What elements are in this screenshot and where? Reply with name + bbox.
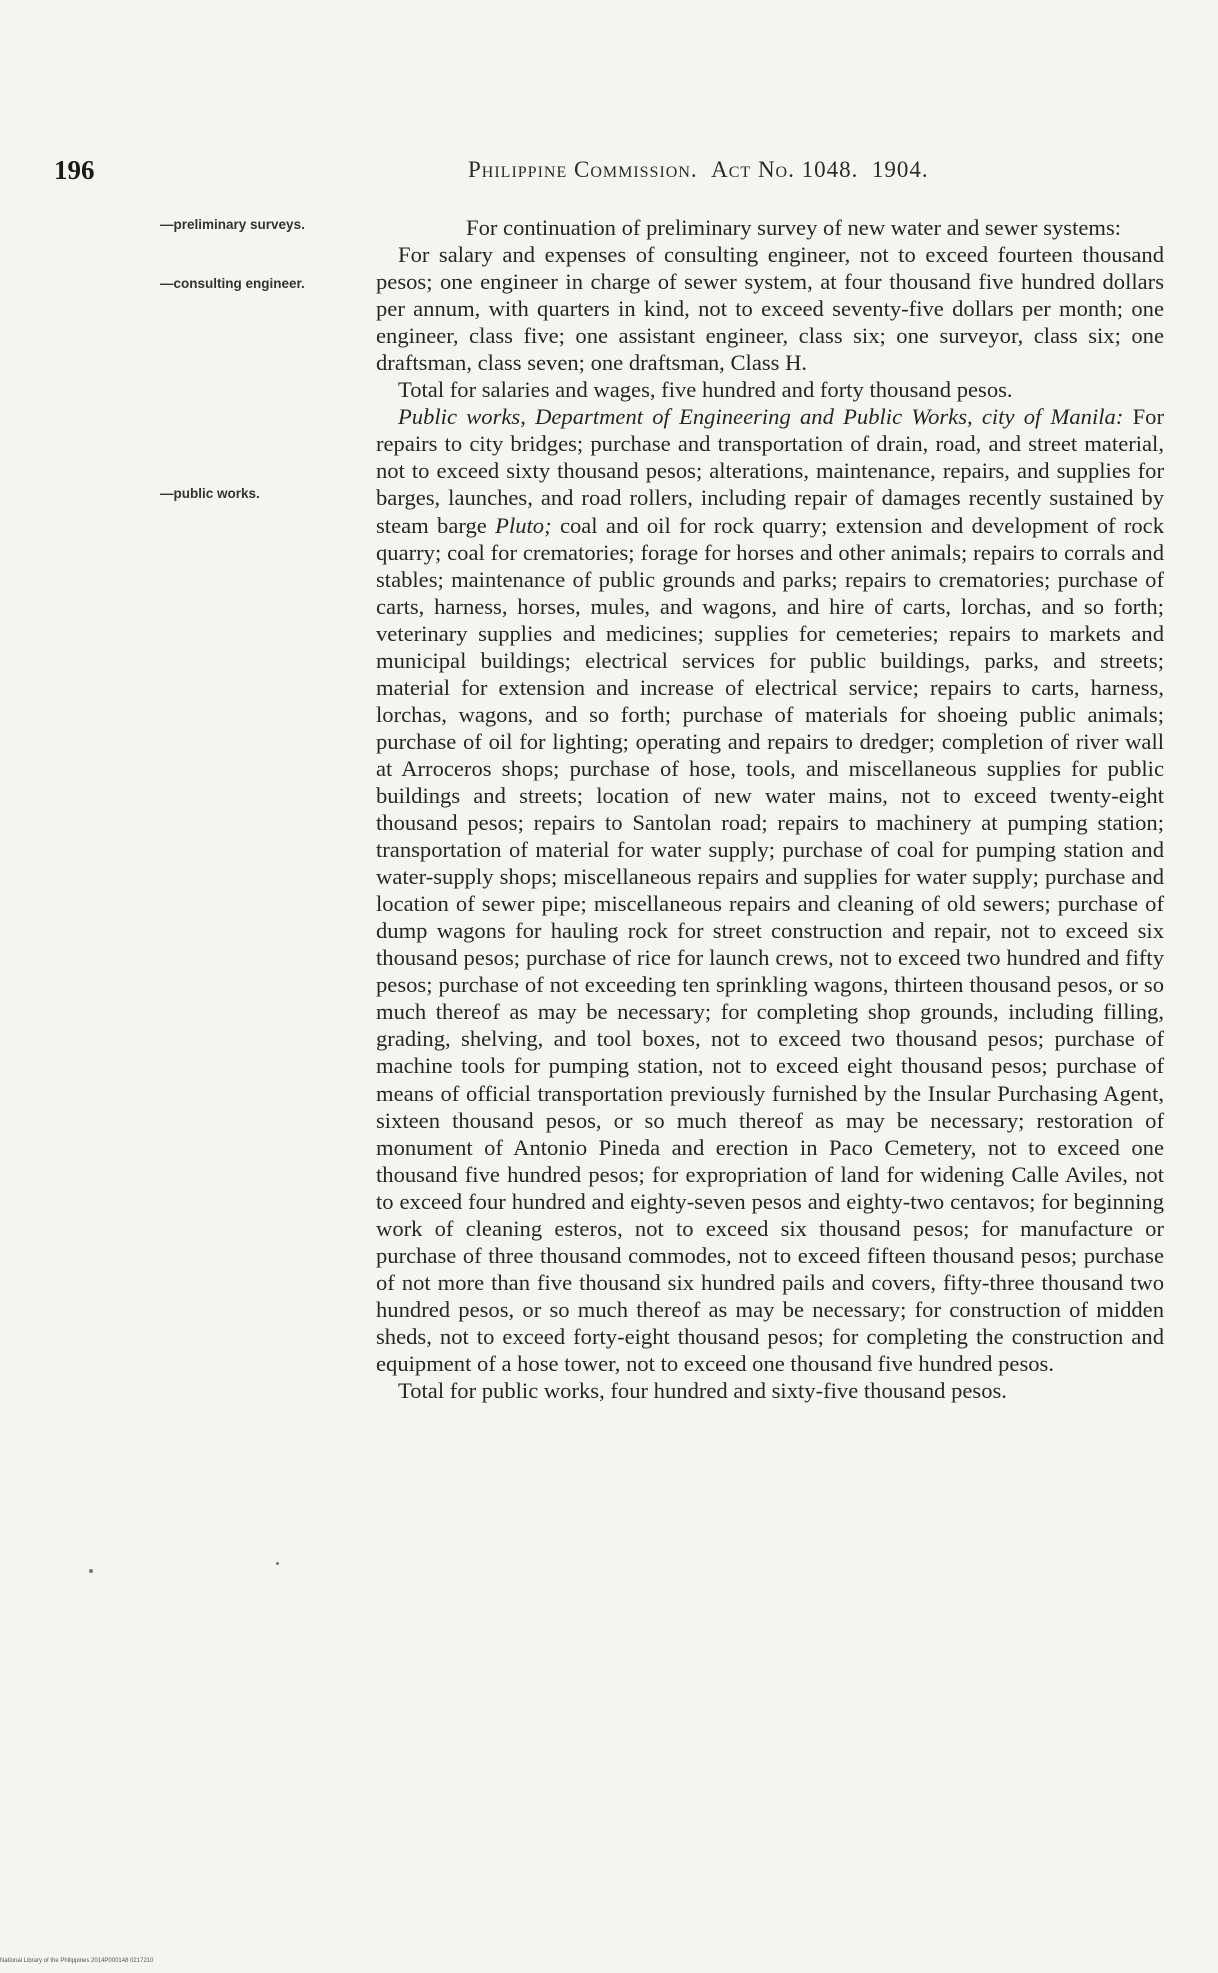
public-works-text-b: coal and oil for rock quarry; extension and development of rock quarry; coal for crematories; forage for horses and other animals; repairs to corrals and stables; maintenance of public grounds and parks; repairs to crematories; purchase of carts, harness, horses, mules, and wagons, and hire of carts, lorchas, and so forth; veterinary supplies and medicines; supplies for cemeteries; repairs to markets and municipal buildings; electrical services for public buildings, parks, and streets; material for extension and increase of electrical service; repairs to carts, harness, lorchas, wagons, and so forth; purchase of materials for shoeing public animals; purchase of oil for lighting; operating and repairs to dredger; completion of river wall at Arroceros shops; purchase of hose, tools, and miscellaneous supplies for public buildings and streets; location of new water mains, not to exceed twenty-eight thousand pesos; repairs to Santolan road; repairs to machinery at pumping station; transportation of material for water supply; purchase of coal for pumping station and water-supply shops; miscellaneous repairs and supplies for water supply; purchase and location of sewer pipe; miscellaneous repairs and cleaning of old sewers; purchase of dump wagons for hauling rock for street construction and repair, not to exceed six thousand pesos; purchase of rice for launch crews, not to exceed two hundred and fifty pesos; purchase of not exceeding ten sprinkling wagons, thirteen thousand pesos, or so much thereof as may be necessary; for completing shop grounds, including filling, grading, shelving, and tool boxes, not to exceed two thousand pesos; purchase of machine tools for pumping station, not to exceed eight thousand pesos; purchase of means of official transportation previously furnished by the Insular Purchasing Agent, sixteen thousand pesos, or so much thereof as may be necessary; restoration of monument of Antonio Pineda and erection in Paco Cemetery, not to exceed one thousand five hundred pesos; for expropriation of land for widening Calle Aviles, not to exceed four hundred and eighty-seven pesos and eighty-two centavos; for beginning work of cleaning esteros, not to exceed six thousand pesos; for manufacture or purchase of three thousand commodes, not to exceed fifteen thousand pesos; purchase of not more than five thousand six hundred pails and covers, fifty-three thousand two hundred pesos, or so much thereof as may be necessary; for construction of midden sheds, not to exceed forty-eight thousand pesos; for completing the construction and equipment of a hose tower, not to exceed one thousand five hundred pesos. (376, 512, 1164, 1376)
paragraph-total-public-works: Total for public works, four hundred and sixty-five thousand pesos. (398, 1378, 1007, 1404)
running-head-year: 1904. (871, 157, 929, 182)
paragraph-preliminary-survey: For continuation of preliminary survey of new water and sewer systems: (466, 215, 1122, 240)
barge-name: Pluto; (495, 512, 552, 538)
scan-speck (89, 1569, 93, 1573)
public-works-heading: Public works, Department of Engineering and Public Works, city of Manila: (398, 404, 1124, 430)
running-head (468, 157, 929, 183)
public-works-text-a: For repairs to city bridges; purchase and transportation of drain, road, and street material, not to exceed sixty thousand pesos; alterations, maintenance, repairs, and supplies for barges, launches, and road rollers, including repair of damages recently sustained by steam barge (376, 404, 1164, 538)
paragraph-public-works (376, 403, 1164, 1377)
scan-speck (276, 1562, 279, 1565)
margin-note-consulting-engineer: —consulting engineer. (160, 276, 305, 291)
margin-note-public-works: —public works. (160, 486, 260, 501)
paragraph-consulting-engineer: For salary and expenses of consulting engineer, not to exceed fourteen thousand pesos; one engineer in charge of sewer system, at four thousand five hundred dollars per annum, with quarters in kind, not to exceed seventy-five dollars per month; one engineer, class five; one assistant engineer, class six; one surveyor, class six; one draftsman, class seven; one draftsman, Class H. (376, 242, 1164, 376)
running-head-act: Act No. 1048. (711, 157, 859, 182)
body-text (376, 214, 1164, 1404)
running-head-title: Philippine Commission. (468, 157, 698, 182)
page-number: 196 (54, 155, 95, 185)
paragraph-total-salaries: Total for salaries and wages, five hundred and forty thousand pesos. (398, 377, 1013, 403)
scan-footer: National Library of the Philippines 2014P000148 0217210 (0, 1958, 154, 1964)
margin-note-preliminary-surveys: —preliminary surveys. (160, 217, 305, 232)
